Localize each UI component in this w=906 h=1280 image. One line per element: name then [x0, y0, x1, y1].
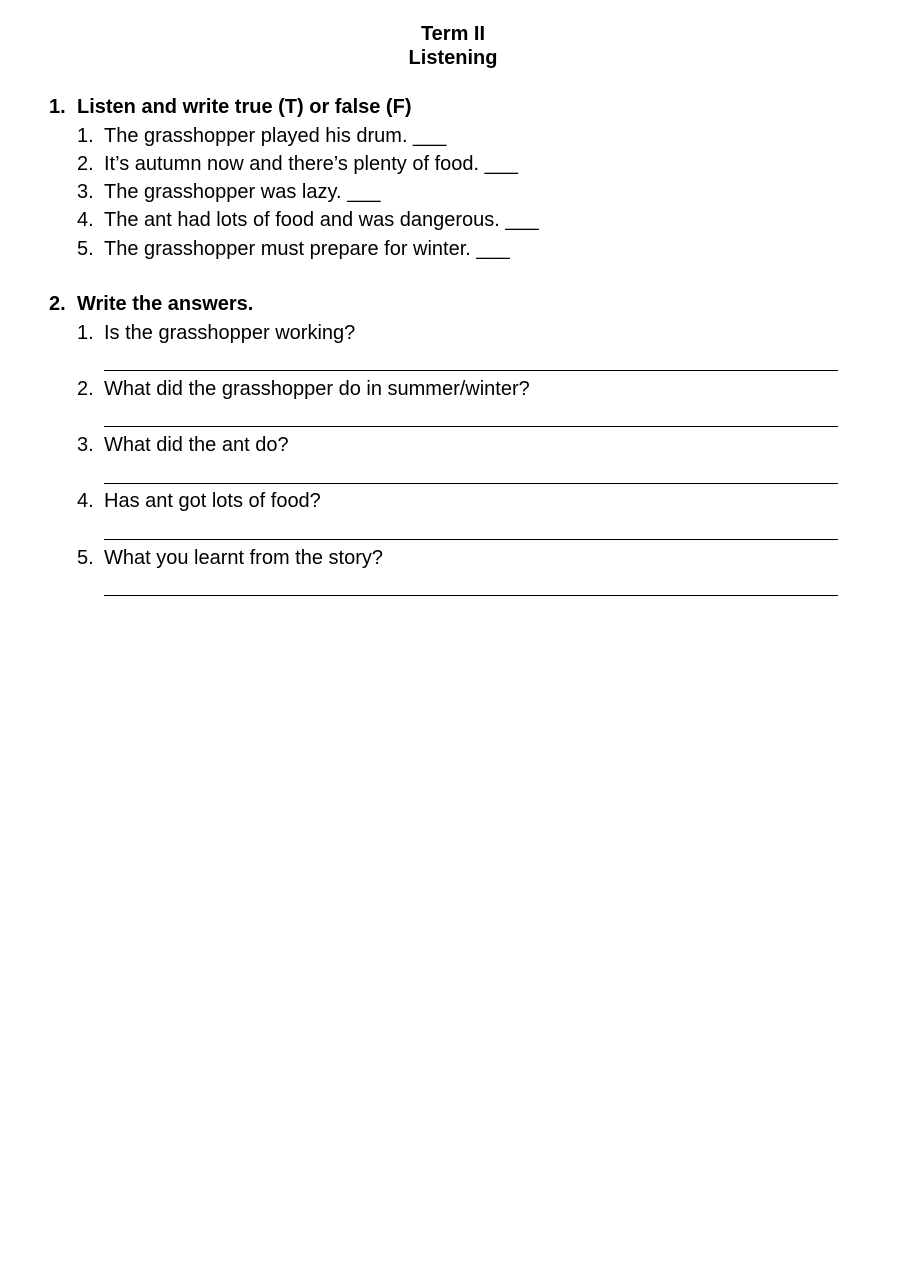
page-title-subject: Listening — [408, 47, 498, 69]
question-1-text: Is the grasshopper working? — [104, 322, 356, 344]
section-1-number: 1. — [49, 96, 66, 118]
question-2-number: 2. — [77, 378, 94, 400]
question-1-number: 1. — [77, 322, 94, 344]
tf-item-4-text: The ant had lots of food and was dangerous. ___ — [104, 209, 539, 231]
page-title-term: Term II — [420, 23, 486, 45]
answer-line-2[interactable] — [104, 426, 838, 427]
question-4-number: 4. — [77, 490, 94, 512]
tf-item-3-text: The grasshopper was lazy. ___ — [104, 181, 381, 203]
tf-item-1-text: The grasshopper played his drum. ___ — [104, 125, 447, 147]
answer-line-3[interactable] — [104, 483, 838, 484]
section-2-number: 2. — [49, 293, 66, 315]
tf-item-2-number: 2. — [77, 153, 94, 175]
tf-item-4-number: 4. — [77, 209, 94, 231]
question-3-text: What did the ant do? — [104, 434, 289, 456]
tf-item-3-number: 3. — [77, 181, 94, 203]
answer-line-4[interactable] — [104, 539, 838, 540]
question-2-text: What did the grasshopper do in summer/winter? — [104, 378, 530, 400]
question-3-number: 3. — [77, 434, 94, 456]
answer-line-1[interactable] — [104, 370, 838, 371]
tf-item-5-text: The grasshopper must prepare for winter. ___ — [104, 238, 510, 260]
tf-item-5-number: 5. — [77, 238, 94, 260]
answer-line-5[interactable] — [104, 595, 838, 596]
question-5-text: What you learnt from the story? — [104, 547, 384, 569]
section-2-title: Write the answers. — [77, 293, 254, 315]
question-5-number: 5. — [77, 547, 94, 569]
section-1-title: Listen and write true (T) or false (F) — [77, 96, 412, 118]
tf-item-2-text: It’s autumn now and there’s plenty of food. ___ — [104, 153, 518, 175]
tf-item-1-number: 1. — [77, 125, 94, 147]
question-4-text: Has ant got lots of food? — [104, 490, 321, 512]
